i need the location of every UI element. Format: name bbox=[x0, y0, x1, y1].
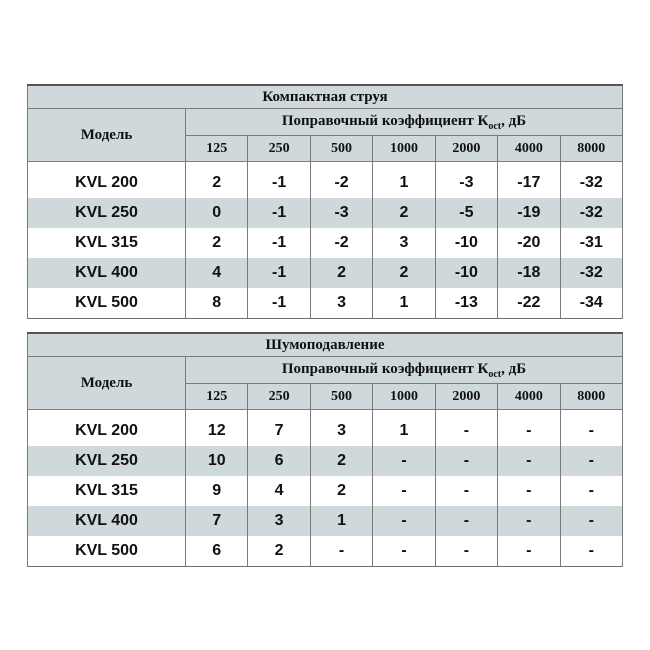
value-cell: 2 bbox=[310, 446, 372, 476]
table-title: Компактная струя bbox=[28, 85, 623, 109]
value-cell: -32 bbox=[560, 198, 622, 228]
freq-header: 2000 bbox=[435, 384, 497, 410]
table-row bbox=[28, 536, 623, 567]
value-cell: -3 bbox=[310, 198, 372, 228]
value-cell: 8 bbox=[186, 288, 248, 319]
value-cell: - bbox=[435, 410, 497, 447]
value-cell: - bbox=[373, 506, 435, 536]
table-row bbox=[28, 162, 623, 199]
value-cell: 2 bbox=[186, 228, 248, 258]
value-cell: - bbox=[435, 476, 497, 506]
value-cell: 1 bbox=[310, 506, 372, 536]
value-cell: 4 bbox=[248, 476, 310, 506]
value-cell: 1 bbox=[373, 162, 435, 199]
value-cell: - bbox=[560, 536, 622, 567]
value-cell: 3 bbox=[310, 288, 372, 319]
value-cell: -32 bbox=[560, 258, 622, 288]
compact-jet-table bbox=[27, 84, 623, 319]
freq-header: 125 bbox=[186, 136, 248, 162]
value-cell: 1 bbox=[373, 410, 435, 447]
value-cell: - bbox=[498, 446, 560, 476]
value-cell: - bbox=[373, 446, 435, 476]
value-cell: 2 bbox=[373, 198, 435, 228]
value-cell: -31 bbox=[560, 228, 622, 258]
value-cell: - bbox=[435, 506, 497, 536]
value-cell: 2 bbox=[186, 162, 248, 199]
table-row bbox=[28, 198, 623, 228]
freq-header: 250 bbox=[248, 136, 310, 162]
value-cell: -34 bbox=[560, 288, 622, 319]
noise-reduction-table bbox=[27, 332, 623, 567]
value-cell: 2 bbox=[310, 476, 372, 506]
freq-header: 8000 bbox=[560, 384, 622, 410]
model-cell: KVL 250 bbox=[28, 198, 186, 228]
freq-header: 500 bbox=[310, 136, 372, 162]
coefficient-header: Поправочный коэффициент $К_{oct}$, дБ bbox=[186, 357, 623, 384]
freq-header: 2000 bbox=[435, 136, 497, 162]
table-row bbox=[28, 258, 623, 288]
model-cell: KVL 315 bbox=[28, 476, 186, 506]
model-column-header: Модель bbox=[28, 357, 186, 410]
value-cell: 7 bbox=[186, 506, 248, 536]
table-row bbox=[28, 228, 623, 258]
freq-header: 250 bbox=[248, 384, 310, 410]
value-cell: - bbox=[373, 536, 435, 567]
value-cell: - bbox=[560, 476, 622, 506]
value-cell: -1 bbox=[248, 288, 310, 319]
freq-header: 4000 bbox=[498, 136, 560, 162]
value-cell: 0 bbox=[186, 198, 248, 228]
table-row bbox=[28, 446, 623, 476]
freq-header: 4000 bbox=[498, 384, 560, 410]
freq-header: 1000 bbox=[373, 136, 435, 162]
freq-header: 8000 bbox=[560, 136, 622, 162]
value-cell: -1 bbox=[248, 198, 310, 228]
value-cell: -10 bbox=[435, 228, 497, 258]
value-cell: -17 bbox=[498, 162, 560, 199]
value-cell: -20 bbox=[498, 228, 560, 258]
value-cell: - bbox=[435, 446, 497, 476]
value-cell: 12 bbox=[186, 410, 248, 447]
table-row bbox=[28, 506, 623, 536]
value-cell: -32 bbox=[560, 162, 622, 199]
value-cell: -1 bbox=[248, 258, 310, 288]
value-cell: 2 bbox=[248, 536, 310, 567]
value-cell: - bbox=[498, 506, 560, 536]
value-cell: - bbox=[373, 476, 435, 506]
value-cell: -18 bbox=[498, 258, 560, 288]
value-cell: - bbox=[560, 446, 622, 476]
value-cell: 6 bbox=[186, 536, 248, 567]
table-row bbox=[28, 476, 623, 506]
value-cell: -1 bbox=[248, 228, 310, 258]
value-cell: - bbox=[435, 536, 497, 567]
value-cell: -19 bbox=[498, 198, 560, 228]
value-cell: - bbox=[498, 410, 560, 447]
value-cell: - bbox=[498, 536, 560, 567]
value-cell: 4 bbox=[186, 258, 248, 288]
model-cell: KVL 315 bbox=[28, 228, 186, 258]
value-cell: 7 bbox=[248, 410, 310, 447]
value-cell: 3 bbox=[373, 228, 435, 258]
value-cell: 1 bbox=[373, 288, 435, 319]
coefficient-header: Поправочный коэффициент $К_{oct}$, дБ bbox=[186, 109, 623, 136]
model-cell: KVL 400 bbox=[28, 506, 186, 536]
table-row bbox=[28, 288, 623, 319]
model-column-header: Модель bbox=[28, 109, 186, 162]
value-cell: 3 bbox=[248, 506, 310, 536]
value-cell: - bbox=[560, 410, 622, 447]
value-cell: 9 bbox=[186, 476, 248, 506]
value-cell: -3 bbox=[435, 162, 497, 199]
value-cell: -2 bbox=[310, 162, 372, 199]
value-cell: 3 bbox=[310, 410, 372, 447]
value-cell: - bbox=[498, 476, 560, 506]
value-cell: -2 bbox=[310, 228, 372, 258]
value-cell: 6 bbox=[248, 446, 310, 476]
value-cell: - bbox=[560, 506, 622, 536]
freq-header: 1000 bbox=[373, 384, 435, 410]
table-row bbox=[28, 410, 623, 447]
value-cell: -5 bbox=[435, 198, 497, 228]
model-cell: KVL 500 bbox=[28, 536, 186, 567]
table-title: Шумоподавление bbox=[28, 333, 623, 357]
model-cell: KVL 500 bbox=[28, 288, 186, 319]
model-cell: KVL 400 bbox=[28, 258, 186, 288]
value-cell: 2 bbox=[310, 258, 372, 288]
value-cell: - bbox=[310, 536, 372, 567]
value-cell: -10 bbox=[435, 258, 497, 288]
model-cell: KVL 200 bbox=[28, 410, 186, 447]
model-cell: KVL 250 bbox=[28, 446, 186, 476]
value-cell: 10 bbox=[186, 446, 248, 476]
value-cell: -22 bbox=[498, 288, 560, 319]
freq-header: 125 bbox=[186, 384, 248, 410]
value-cell: 2 bbox=[373, 258, 435, 288]
value-cell: -1 bbox=[248, 162, 310, 199]
value-cell: -13 bbox=[435, 288, 497, 319]
freq-header: 500 bbox=[310, 384, 372, 410]
model-cell: KVL 200 bbox=[28, 162, 186, 199]
